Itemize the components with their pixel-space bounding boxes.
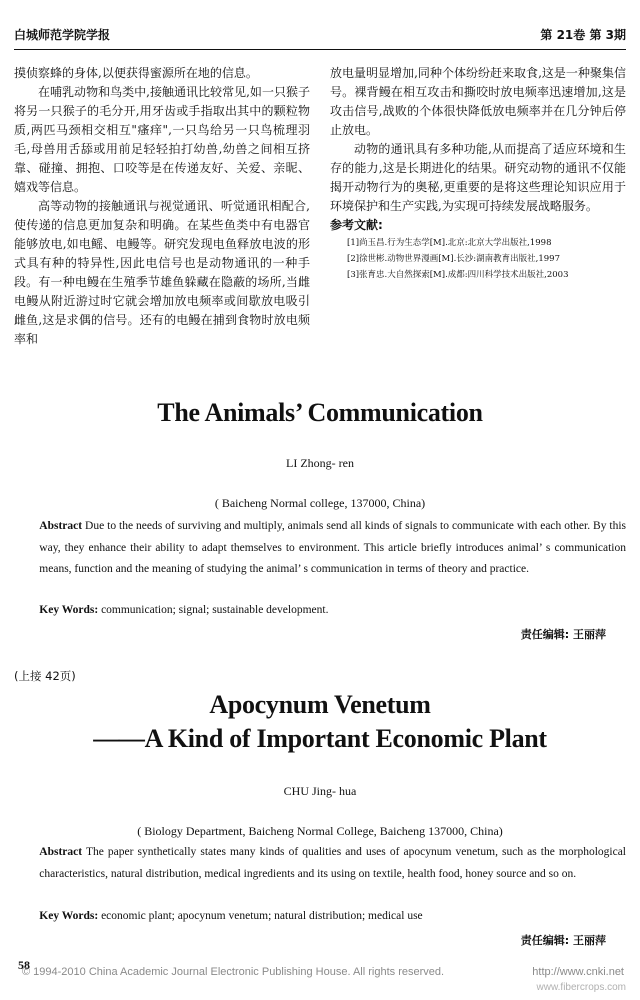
page-number: 58 — [18, 958, 30, 972]
paragraph: 摸侦察蜂的身体,以便获得蜜源所在地的信息。 — [14, 66, 258, 80]
abstract-text: Due to the needs of surviving and multiply, animals send all kinds of signals to communicate with each other. By this way, they enhance their ability to adapt themselves to environment. This article briefly introduces animal’ s communication means, function and the meaning of studying the animal’ s communication in terms of theory and practice. — [39, 520, 627, 575]
keywords-label: Key Words: — [39, 910, 99, 922]
site-watermark: www.fibercrops.com — [536, 982, 626, 993]
article1-affiliation: ( Baicheng Normal college, 137000, China) — [214, 496, 426, 510]
article2-keywords — [14, 906, 626, 928]
journal-name: 白城师范学院学报 — [14, 28, 111, 42]
article1-author: LI Zhong- ren — [286, 456, 354, 470]
article1-editor: 责任编辑: 王丽萍 — [520, 628, 606, 641]
reference-item: [2]徐世彬.动物世界漫画[M].长沙:湖南教育出版社,1997 — [347, 254, 560, 264]
article1-keywords — [14, 600, 626, 622]
paragraph: 动物的通讯具有多种功能,从而提高了适应环境和生存的能力,这是长期进化的结果。研究动物的通讯不仅能揭开动物行为的奥秘,更重要的是将这些理论知识应用于环境保护和生产实践,为实现可持续发展战略服务。 — [330, 142, 626, 213]
running-header — [14, 26, 626, 50]
issue-label: 第 21卷 第 3期 — [540, 28, 626, 42]
references-title: 参考文献: — [330, 218, 383, 232]
cnki-site: http://www.cnki.net — [532, 966, 624, 978]
paragraph: 高等动物的接触通讯与视觉通讯、听觉通讯相配合,使传递的信息更加复杂和明确。在某些鱼类中有电器官能够放电,如电鳐、电鳗等。研究发现电鱼释放电波的形式具有种的特异性,因此电信号也是动物通讯的一种手段。有一种电鳗在生殖季节雄鱼躲藏在隐蔽的场所,当雌电鳗从附近游过时它就会增加放电频率或间歇放电吸引雌鱼,这是求偶的信号。还有的电鳗在捕到食物时放电频率和 — [14, 199, 310, 346]
chinese-body-columns — [14, 64, 626, 349]
keywords-text: communication; signal; sustainable development. — [101, 604, 329, 616]
abstract-label: Abstract — [39, 520, 83, 532]
article2-title-line2: ——A Kind of Important Economic Plant — [93, 724, 547, 753]
abstract-text: The paper synthetically states many kinds of qualities and uses of apocynum venetum, such as the morphological characteristics, natural distribution, medical ingredients and its using on textile, health food, honey source and so on. — [39, 846, 627, 880]
article2-title-line1: Apocynum Venetum — [209, 690, 431, 719]
article2-abstract — [14, 842, 626, 885]
article2-affiliation: ( Biology Department, Baicheng Normal College, Baicheng 137000, China) — [137, 824, 503, 838]
keywords-label: Key Words: — [39, 604, 99, 616]
reference-item: [1]尚玉昌.行为生态学[M].北京:北京大学出版社,1998 — [347, 238, 552, 248]
article2-editor: 责任编辑: 王丽萍 — [520, 934, 606, 947]
paragraph: 放电量明显增加,同种个体纷纷赶来取食,这是一种聚集信号。裸背鳗在相互攻击和撕咬时放电频率迅速增加,这是攻击信号,战败的个体很快降低放电频率并在几分钟后停止放电。 — [330, 66, 626, 137]
keywords-text: economic plant; apocynum venetum; natural distribution; medical use — [101, 910, 423, 922]
article1-abstract — [14, 516, 626, 581]
article1-title: The Animals’ Communication — [157, 398, 483, 427]
continued-note: (上接 42页) — [14, 669, 76, 683]
left-column — [14, 64, 310, 349]
abstract-label: Abstract — [39, 846, 83, 858]
article2-author: CHU Jing- hua — [283, 784, 357, 798]
paragraph: 在哺乳动物和鸟类中,接触通讯比较常见,如一只猴子将另一只猴子的毛分开,用牙齿或手指取出其中的颗粒物质,两匹马颈相交相互"瘙痒",一只鸟给另一只鸟梳理羽毛,母兽用舌舔或用前足轻轻拍打幼兽,幼兽之间相互挤靠、碰撞、拥抱、口咬等是在传递友好、关爱、亲昵、嬉戏等信息。 — [14, 85, 310, 194]
right-column — [330, 64, 626, 349]
copyright-notice: © 1994-2010 China Academic Journal Electronic Publishing House. All rights reserved. — [22, 966, 445, 978]
reference-item: [3]张育忠.大自然探索[M].成都:四川科学技术出版社,2003 — [347, 270, 569, 280]
